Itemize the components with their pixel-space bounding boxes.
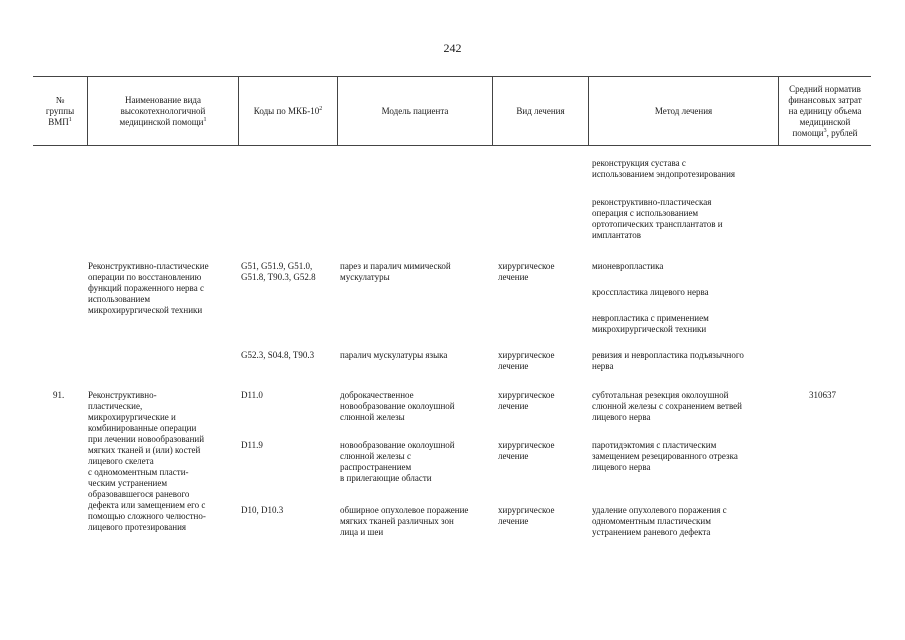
header-group-no-line: ВМП — [48, 116, 69, 127]
header-icd — [239, 77, 338, 145]
footnote-mark: 1 — [68, 116, 72, 123]
header-group-no — [33, 77, 88, 145]
patient-model-cell: новообразование околоушной слюнной железы с распространением в прилегающие области — [340, 440, 455, 483]
method-cell: паротидэктомия с пластическим замещением резецированного отрезка лицевого нерва — [592, 440, 738, 472]
care-name-cell: Реконструктивно- пластические, микрохирургические и комбинированные операции при лечении новообразований мягких тканей и (или) костей лицевого скелета с одномоментным пласти- ческим устранением образовавшегося раневого дефекта или замещением его с помощью сложного челюстно- лицевого протезирования — [88, 390, 206, 532]
header-treatment-type — [493, 77, 589, 145]
patient-model-cell: паралич мускулатуры языка — [340, 350, 448, 360]
patient-model-cell: доброкачественное новообразование околоушной слюнной железы — [340, 390, 455, 422]
method-cell: ревизия и невропластика подъязычного нерва — [592, 350, 744, 371]
cost-cell: 310637 — [809, 390, 836, 400]
treatment-type-cell: хирургическое лечение — [498, 350, 555, 371]
treatment-type-cell: хирургическое лечение — [498, 390, 555, 411]
header-cost-line: , рублей — [826, 127, 858, 138]
header-group-no-line: группы — [45, 105, 75, 116]
icd-codes-cell: D10, D10.3 — [241, 505, 284, 515]
header-care-name-line: высокотехнологичной — [120, 105, 206, 116]
header-care-name-line: Наименование вида — [125, 94, 201, 105]
footnote-mark: 2 — [319, 105, 323, 112]
icd-codes-cell: D11.0 — [241, 390, 263, 400]
icd-codes-cell: G51, G51.9, G51.0, G51.8, T90.3, G52.8 — [241, 261, 316, 282]
method-cell: кросспластика лицевого нерва — [592, 287, 709, 297]
header-cost-line: помощи — [792, 127, 824, 138]
header-method — [589, 77, 779, 145]
page-number: 242 — [443, 41, 462, 55]
footnote-mark: 3 — [823, 127, 827, 134]
header-care-name — [88, 77, 239, 145]
method-cell: удаление опухолевого поражения с одномоментным пластическим устранением раневого дефекта — [592, 505, 727, 537]
care-name-cell: Реконструктивно-пластические операции по восстановлению функций пораженного нерва с использованием микрохирургической техники — [88, 261, 209, 315]
header-cost-line: финансовых затрат — [788, 94, 862, 105]
treatment-type-cell: хирургическое лечение — [498, 261, 555, 282]
group-number-cell: 91. — [53, 390, 65, 400]
patient-model-cell: парез и паралич мимической мускулатуры — [340, 261, 451, 282]
table-header — [33, 76, 871, 146]
method-cell: реконструктивно-пластическая операция с использованием ортотопических трансплантатов и имплантатов — [592, 197, 723, 240]
patient-model-cell: обширное опухолевое поражение мягких тканей различных зон лица и шеи — [340, 505, 469, 537]
footnote-mark: 1 — [203, 116, 207, 123]
header-cost-line: медицинской — [799, 116, 851, 127]
method-cell: невропластика с применением микрохирургической техники — [592, 313, 709, 334]
header-cost-line: на единицу объема — [788, 105, 862, 116]
treatment-type-cell: хирургическое лечение — [498, 440, 555, 461]
header-method-label: Метод лечения — [654, 105, 713, 116]
treatment-type-cell: хирургическое лечение — [498, 505, 555, 526]
header-group-no-line: № — [55, 94, 65, 105]
icd-codes-cell: G52.3, S04.8, T90.3 — [241, 350, 315, 360]
icd-codes-cell: D11.9 — [241, 440, 263, 450]
header-patient-model-label: Модель пациента — [381, 105, 449, 116]
header-patient-model — [338, 77, 493, 145]
header-care-name-line: медицинской помощи — [119, 116, 204, 127]
method-cell: реконструкция сустава с использованием эндопротезирования — [592, 158, 736, 179]
method-cell: мионевропластика — [592, 261, 664, 271]
header-cost-line: Средний норматив — [789, 83, 861, 94]
header-icd-label: Коды по МКБ-10 — [253, 105, 320, 116]
header-cost — [779, 77, 871, 145]
header-treatment-type-label: Вид лечения — [516, 105, 565, 116]
method-cell: субтотальная резекция околоушной слюнной железы с сохранением ветвей лицевого нерва — [592, 390, 742, 422]
